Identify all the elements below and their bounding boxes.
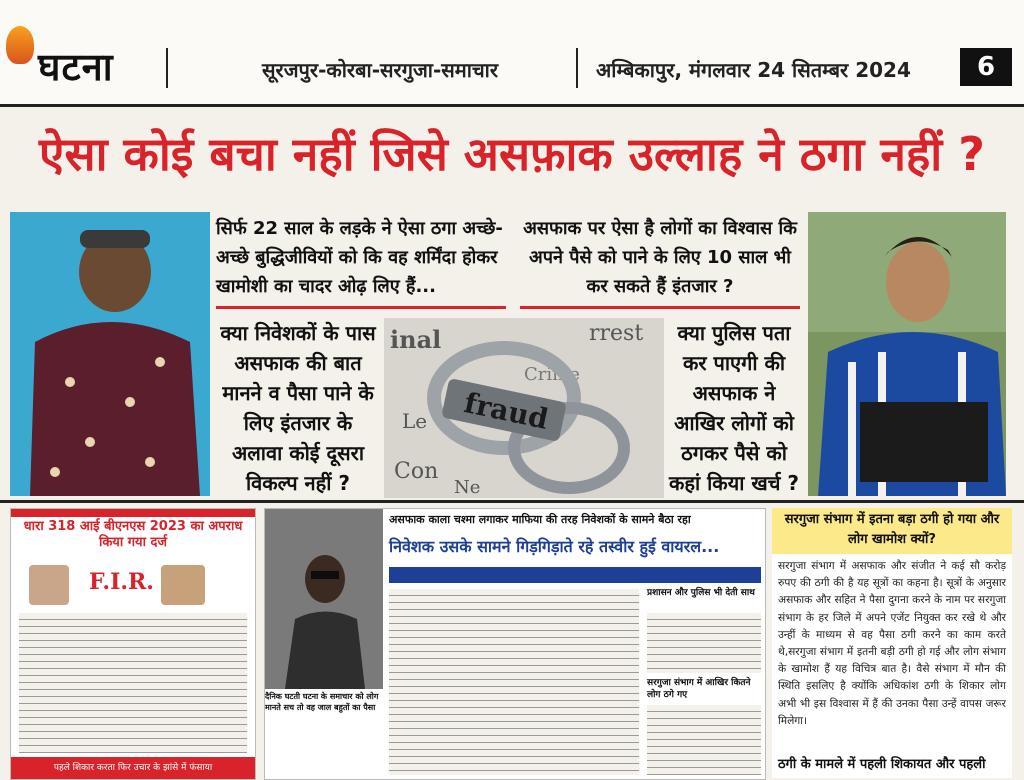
clip-center-photo bbox=[265, 509, 383, 689]
clip-center bbox=[264, 508, 766, 780]
section-label: सूरजपुर-कोरबा-सरगुजा-समाचार bbox=[262, 58, 499, 82]
section-divider bbox=[0, 500, 1024, 503]
clip-center-side-note: सरगुजा संभाग में आखिर कितने लोग ठगे गए bbox=[647, 678, 751, 700]
flame-logo-icon bbox=[6, 26, 34, 64]
box-right-body: सरगुजा संभाग में असफाक और संजीत ने कई सौ करोड़ रुपए की ठगी की है यह सूत्रों का कहना है। सूत्रों के अनुसार असफाक और सहित ने पैसा दुगना करने के नाम पर सरगुजा संभाग के हर जिले में अपने एजेंट नियुक्त कर रखे थे और उन्हीं के माध्यम से वह पैसा ठगी करने का काम करते थे,सरगुजा संभाग में इतनी बड़ी ठगी हो गई और लोग संभाग के खामोश हैं यह विचित्र बात है। वैसे संभाग में मौन की स्थिति इसलिए है क्योंकि अधिकांश ठगी के शिकार लोग अभी भी इस विश्वास में हैं की उनका पैसा उन्हें वापस जरूर मिलेगा। bbox=[778, 560, 1006, 727]
fraud-handcuffs-image bbox=[384, 318, 664, 498]
masthead bbox=[0, 0, 1024, 107]
box-right-title: सरगुजा संभाग में इतना बड़ा ठगी हो गया और लोग खामोश क्यों? bbox=[784, 512, 1000, 547]
image-word: rrest bbox=[589, 321, 644, 346]
image-word: Le bbox=[402, 409, 428, 433]
dateline: अम्बिकापुर, मंगलवार 24 सितम्बर 2024 bbox=[596, 58, 911, 82]
clip-topbar bbox=[11, 509, 255, 517]
fraud-text: fraud bbox=[461, 386, 552, 436]
masthead-divider bbox=[166, 48, 168, 88]
image-word: inal bbox=[390, 325, 442, 354]
quote-mid-left: क्या निवेशकों के पास असफाक की बात मानने व पैसा पाने के लिए इंतजार के अलावा कोई दूसरा विकल्प नहीं ? bbox=[220, 321, 376, 495]
clip-left-title: धारा 318 आई बीएनएस 2023 का अपराध किया गया दर्ज bbox=[23, 519, 243, 550]
photo-right bbox=[808, 212, 1006, 496]
page-headline: ऐसा कोई बचा नहीं जिसे असफ़ाक उल्लाह ने ठगा नहीं ? bbox=[39, 127, 985, 181]
fir-badge: F.I.R. bbox=[89, 569, 154, 595]
clip-center-side-body bbox=[647, 705, 761, 775]
clip-left bbox=[10, 508, 256, 780]
clip-center-title1: असफाक काला चश्मा लगाकर माफिया की तरह निवेशकों के सामने बैठा रहा bbox=[389, 513, 691, 526]
image-word: Crime bbox=[524, 364, 580, 385]
quote-underline bbox=[216, 306, 506, 309]
clip-center-body bbox=[389, 589, 639, 775]
clip-center-title2: निवेशक उसके सामने गिड़गिड़ाते रहे तस्वीर हुई वायरल... bbox=[389, 537, 720, 556]
quote-top-right: असफाक पर ऐसा है लोगों का विश्वास कि अपने पैसे को पाने के लिए 10 साल भी कर सकते हैं इंतजार ? bbox=[523, 218, 797, 297]
quote-top-left: सिर्फ 22 साल के लड़के ने ऐसा ठगा अच्छे-अच्छे बुद्धिजीवियों को कि वह शर्मिंदा होकर खामोशी का चादर ओढ़ लिए हैं... bbox=[216, 218, 503, 297]
image-word: Ne bbox=[454, 477, 481, 498]
clip-body-text bbox=[19, 613, 247, 753]
photo-left bbox=[10, 212, 210, 496]
clip-center-side-note: प्रशासन और पुलिस भी देती साथ bbox=[647, 588, 755, 598]
clip-center-side-body bbox=[647, 613, 761, 673]
clip-left-footer: पहले शिकार करता फिर उचार के झांसे में फंसाया bbox=[11, 757, 255, 779]
masthead-divider bbox=[576, 48, 578, 88]
box-right-footer: ठगी के मामले में पहली शिकायत और पहली bbox=[778, 757, 986, 772]
clip-center-bluebar bbox=[389, 567, 761, 583]
quote-mid-right: क्या पुलिस पता कर पाएगी की असफाक ने आखिर लोगों को ठगकर पैसे को कहां किया खर्च ? bbox=[668, 321, 800, 495]
clip-photo bbox=[29, 565, 69, 605]
clip-center-caption: दैनिक घटती घटना के समाचार को लोग मानते सच तो वह जाल बहुतों का पैसा bbox=[265, 692, 379, 712]
newspaper-logo: घटना bbox=[38, 45, 114, 89]
box-right bbox=[772, 508, 1012, 778]
image-word: Con bbox=[394, 459, 439, 484]
clip-photo bbox=[161, 565, 205, 605]
page-number: 6 bbox=[960, 48, 1012, 86]
quote-underline bbox=[520, 306, 800, 309]
